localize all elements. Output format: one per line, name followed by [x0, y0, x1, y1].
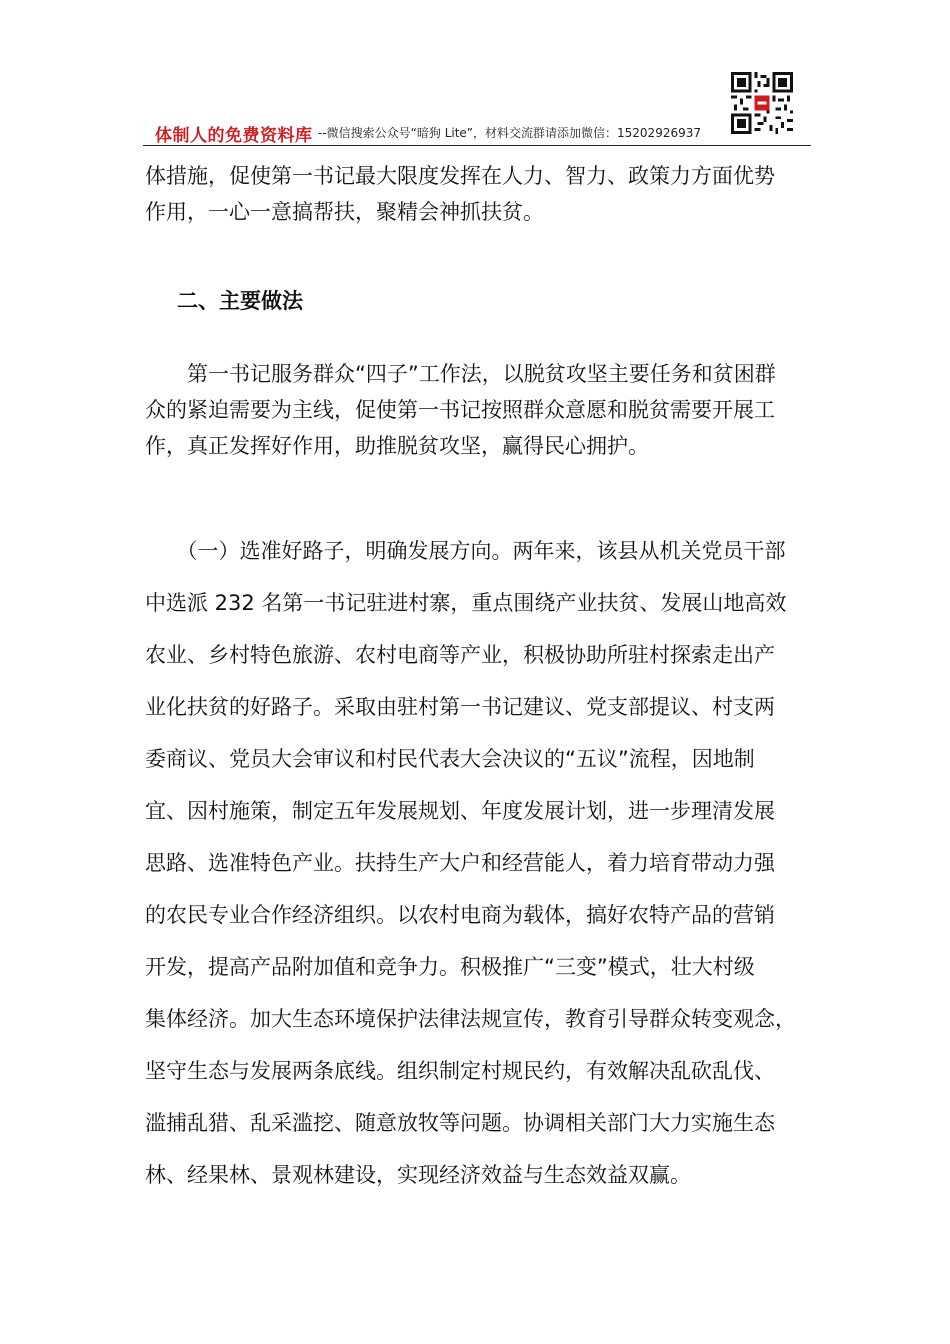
qr-code-icon: [731, 72, 793, 134]
text-line: 体措施，促使第一书记最大限度发挥在人力、智力、政策力方面优势: [145, 164, 775, 188]
text-line: 开发，提高产品附加值和竞争力。积极推广“三变”模式，壮大村级: [145, 955, 755, 979]
text-line: 作用，一心一意搞帮扶，聚精会神抓扶贫。: [145, 200, 544, 224]
text-line: 的农民专业合作经济组织。以农村电商为载体，搞好农特产品的营销: [145, 903, 775, 927]
text-line: 思路、选准特色产业。扶持生产大户和经营能人，着力培育带动力强: [145, 851, 775, 875]
text-line: 滥捕乱猎、乱采滥挖、随意放牧等问题。协调相关部门大力实施生态: [145, 1111, 775, 1135]
text-line: （一）选准好路子，明确发展方向。两年来，该县从机关党员干部: [145, 539, 786, 563]
text-line: 委商议、党员大会审议和村民代表大会决议的“五议”流程，因地制: [145, 747, 755, 771]
text-line: 作，真正发挥好作用，助推脱贫攻坚，赢得民心拥护。: [145, 434, 649, 458]
paragraph-2: [145, 356, 805, 464]
text-line: 第一书记服务群众“四子”工作法，以脱贫攻坚主要任务和贫困群: [145, 362, 776, 386]
text-line: 业化扶贫的好路子。采取由驻村第一书记建议、党支部提议、村支两: [145, 695, 775, 719]
page-header: [143, 119, 811, 146]
text-line: 林、经果林、景观林建设，实现经济效益与生态效益双赢。: [145, 1163, 691, 1187]
text-line: 坚守生态与发展两条底线。组织制定村规民约，有效解决乱砍乱伐、: [145, 1059, 775, 1083]
text-line: 农业、乡村特色旅游、农村电商等产业，积极协助所驻村探索走出产: [145, 643, 775, 667]
header-tagline: --微信搜索公众号“暗狗 Lite”，材料交流群请添加微信：15202926937: [318, 126, 701, 140]
paragraph-1: [145, 158, 805, 230]
text-line: 集体经济。加大生态环境保护法律法规宣传，教育引导群众转变观念，: [145, 1007, 796, 1031]
text-line: 众的紧迫需要为主线，促使第一书记按照群众意愿和脱贫需要开展工: [145, 398, 775, 422]
text-line: 宜、因村施策，制定五年发展规划、年度发展计划，进一步理清发展: [145, 799, 775, 823]
paragraph-3: [145, 531, 805, 1207]
text-line: 中选派 232 名第一书记驻进村寨，重点围绕产业扶贫、发展山地高效: [145, 591, 787, 615]
brand-title: 体制人的免费资料库: [155, 126, 313, 146]
section-heading: 二、主要做法: [177, 289, 303, 313]
